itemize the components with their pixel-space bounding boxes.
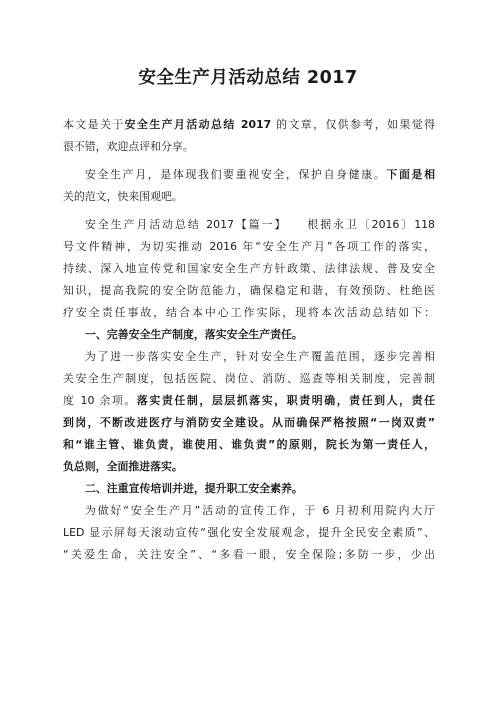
para4-line-2: 关安全生产制度，包括医院、岗位、消防、巡查等相关制度，完善制 xyxy=(63,372,435,385)
para4-line-5: 和“谁主管、谁负责，谁使用、谁负责”的原则，院长为第一责任人， xyxy=(63,438,435,451)
document-title: 安全生产月活动总结 2017 xyxy=(138,68,358,88)
para3-line-3: 持续、深入地宣传党和国家安全生产方针政策、法律法规、普及安全 xyxy=(63,262,435,275)
section-heading-2: 二、注重宣传培训并进，提升职工安全素养。 xyxy=(85,482,303,495)
para2-bold: 下面是相 xyxy=(386,168,435,181)
intro-bold-title: 安全生产月活动总结 2017 xyxy=(124,118,272,131)
para5-line-1: 为做好“安全生产月”活动的宣传工作，于 6 月初利用院内大厅 xyxy=(85,504,435,517)
para3-lead: 安全生产月活动总结 2017【篇一】 xyxy=(85,218,288,231)
para3-line-4: 知识，提高我院的安全防范能力，确保稳定和谐，有效预防、杜绝医 xyxy=(63,284,435,297)
intro-line-1 xyxy=(63,117,435,132)
intro-text-end: 的文章，仅供参考，如果觉得 xyxy=(271,118,435,131)
para4-line-1: 为了进一步落实安全生产，针对安全生产覆盖范围，逐步完善相 xyxy=(85,350,435,363)
para3-ref: 根据永卫〔2016〕118 xyxy=(305,218,435,231)
para2-line-2: 关的范文，快来围观吧。 xyxy=(63,190,183,203)
para5-line-3: “关爱生命，关注安全”、“多看一眼，安全保险;多防一步，少出 xyxy=(63,548,435,561)
para5-line-2: LED 显示屏每天滚动宣传“强化安全发展观念，提升全民安全素质”、 xyxy=(63,526,435,539)
section-heading-1: 一、完善安全生产制度，落实安全生产责任。 xyxy=(85,328,303,341)
para3-line-2: 号文件精神，为切实推动 2016 年“安全生产月”各项工作的落实， xyxy=(63,240,435,253)
para4-bold: 落实责任制，层层抓落实，职责明确，责任到人，责任 xyxy=(136,394,435,407)
para4-line-4: 到岗，不断改进医疗与消防安全建设。从而确保严格按照“一岗双责” xyxy=(63,416,435,429)
intro-line-2: 很不错，欢迎点评和分享。 xyxy=(63,140,194,153)
para3-line-1 xyxy=(85,217,435,232)
para4-line-3 xyxy=(63,393,435,408)
intro-text: 本文是关于 xyxy=(63,118,125,131)
para3-line-5: 疗安全责任事故，结合本中心工作实际，现将本次活动总结如下： xyxy=(63,306,435,319)
para4-text: 度 10 余项。 xyxy=(63,394,137,407)
para2-line-1 xyxy=(85,167,435,182)
para2-text: 安全生产月，是体现我们要重视安全，保护自身健康。 xyxy=(85,168,387,181)
para4-line-6: 负总则，全面推进落实。 xyxy=(63,460,183,473)
